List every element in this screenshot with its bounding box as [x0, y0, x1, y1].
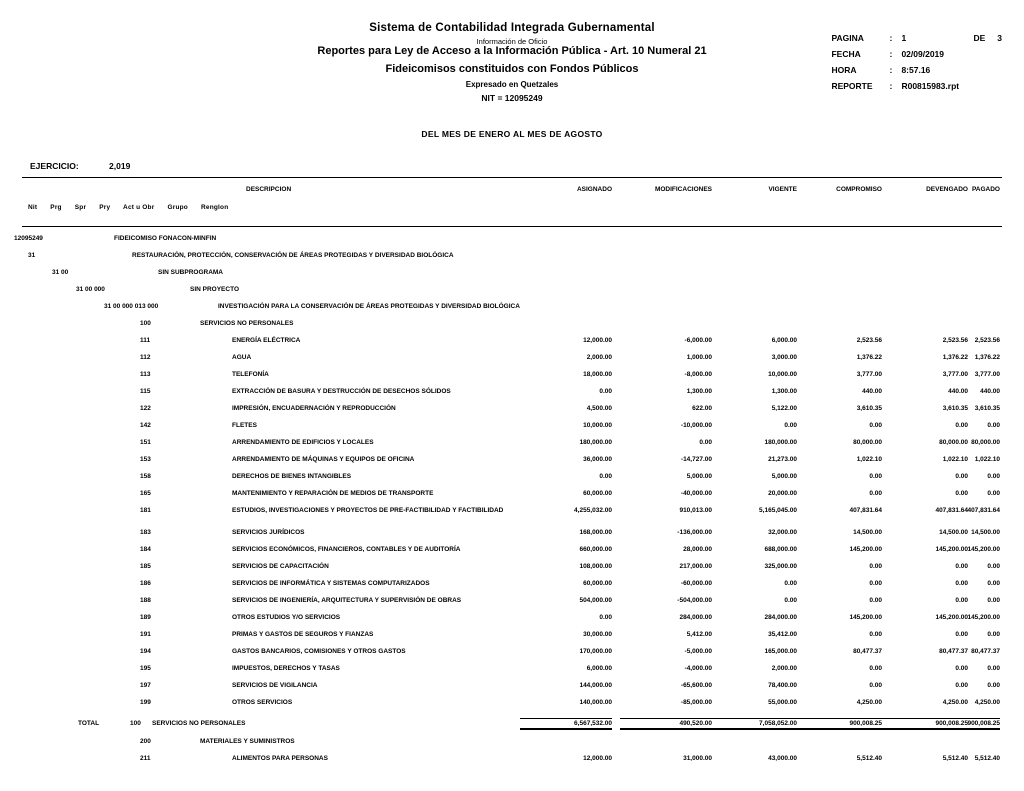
- row-amount: 32,000.00: [768, 529, 797, 536]
- fecha-label: FECHA: [831, 49, 861, 59]
- row-amount: 0.00: [869, 490, 882, 497]
- total-description: SERVICIOS NO PERSONALES: [152, 720, 246, 727]
- col-pagado: PAGADO: [971, 186, 1000, 193]
- row-code: 12095249: [14, 235, 43, 242]
- row-amount: 2,523.56: [856, 337, 882, 344]
- row-amount: 20,000.00: [768, 490, 797, 497]
- row-amount: 0.00: [987, 580, 1000, 587]
- row-amount: -4,000.00: [684, 665, 712, 672]
- row-description: ESTUDIOS, INVESTIGACIONES Y PROYECTOS DE PRE-FACTIBILIDAD Y FACTIBILIDAD: [232, 507, 504, 514]
- col-nit: Nit: [28, 204, 38, 211]
- row-description: GASTOS BANCARIOS, COMISIONES Y OTROS GASTOS: [232, 648, 406, 655]
- row-amount: 0.00: [784, 597, 797, 604]
- row-description: EXTRACCIÓN DE BASURA Y DESTRUCCIÓN DE DESECHOS SÓLIDOS: [232, 388, 451, 395]
- row-amount: 0.00: [955, 682, 968, 689]
- row-code: 100: [140, 320, 151, 327]
- table-column-header: [0, 178, 1024, 220]
- row-amount: 1,300.00: [686, 388, 712, 395]
- row-amount: 0.00: [869, 563, 882, 570]
- row-description: SERVICIOS DE CAPACITACIÓN: [232, 563, 329, 570]
- row-amount: 145,200.00: [935, 614, 968, 621]
- row-code: 199: [140, 699, 151, 706]
- row-code: 183: [140, 529, 151, 536]
- col-vigente: VIGENTE: [768, 186, 797, 193]
- col-modificaciones: MODIFICACIONES: [654, 186, 712, 193]
- table-row: [0, 488, 1024, 505]
- table-row: [0, 250, 1024, 267]
- row-code: 151: [140, 439, 151, 446]
- col-code-labels: [28, 204, 239, 211]
- row-description: FIDEICOMISO FONACON-MINFIN: [114, 235, 217, 242]
- row-code: 115: [140, 388, 151, 395]
- row-code: 195: [140, 665, 151, 672]
- row-amount: 12,000.00: [583, 755, 612, 762]
- row-amount: 0.00: [955, 597, 968, 604]
- row-amount: 80,477.37: [971, 648, 1000, 655]
- col-devengado: DEVENGADO: [926, 186, 968, 193]
- table-row: [0, 267, 1024, 284]
- row-code: 31 00: [52, 269, 69, 276]
- row-amount: 14,500.00: [971, 529, 1000, 536]
- row-description: IMPUESTOS, DERECHOS Y TASAS: [232, 665, 340, 672]
- row-amount: 5,165,045.00: [759, 507, 797, 514]
- row-description: DERECHOS DE BIENES INTANGIBLES: [232, 473, 352, 480]
- table-row: [0, 471, 1024, 488]
- ejercicio-value: 2,019: [109, 161, 131, 171]
- row-amount: 0.00: [987, 682, 1000, 689]
- ejercicio-block: [30, 161, 1024, 171]
- row-amount: 660,000.00: [579, 546, 612, 553]
- row-description: SERVICIOS DE VIGILANCIA: [232, 682, 318, 689]
- row-amount: 43,000.00: [768, 755, 797, 762]
- row-amount: 1,376.22: [856, 354, 882, 361]
- row-amount: 284,000.00: [764, 614, 797, 621]
- row-amount: 28,000.00: [683, 546, 712, 553]
- table-row: [0, 505, 1024, 527]
- col-renglon: Renglon: [201, 204, 229, 211]
- row-amount: 80,000.00: [939, 439, 968, 446]
- row-amount: 0.00: [987, 490, 1000, 497]
- report-period: DEL MES DE ENERO AL MES DE AGOSTO: [421, 129, 603, 139]
- row-description: PRIMAS Y GASTOS DE SEGUROS Y FIANZAS: [232, 631, 374, 638]
- row-amount: 504,000.00: [579, 597, 612, 604]
- row-amount: 4,250.00: [942, 699, 968, 706]
- row-amount: 5,122.00: [771, 405, 797, 412]
- row-amount: 0.00: [987, 473, 1000, 480]
- row-amount: 325,000.00: [764, 563, 797, 570]
- pagina-value: 1: [901, 33, 907, 43]
- row-amount: 145,200.00: [849, 546, 882, 553]
- hora-label: HORA: [831, 65, 857, 75]
- table-row: [0, 561, 1024, 578]
- row-amount: 407,831.64: [935, 507, 968, 514]
- table-row: [0, 629, 1024, 646]
- row-amount: 1,376.22: [974, 354, 1000, 361]
- row-amount: -6,000.00: [684, 337, 712, 344]
- table-row: [0, 301, 1024, 318]
- row-amount: 108,000.00: [579, 563, 612, 570]
- row-amount: -504,000.00: [677, 597, 712, 604]
- row-code: 31: [28, 252, 36, 259]
- row-amount: 1,300.00: [771, 388, 797, 395]
- row-amount: 3,777.00: [974, 371, 1000, 378]
- row-code: 142: [140, 422, 151, 429]
- table-row: [0, 352, 1024, 369]
- report-meta: [831, 30, 1002, 94]
- table-row: [0, 386, 1024, 403]
- row-amount: 1,000.00: [686, 354, 712, 361]
- total-amount: 900,008.25: [876, 718, 968, 730]
- total-amount: 6,567,532.00: [520, 718, 612, 730]
- table-row: [0, 318, 1024, 335]
- meta-row-pagina: [831, 30, 1002, 46]
- table-total-row: [0, 714, 1024, 736]
- row-amount: 0.00: [987, 665, 1000, 672]
- col-spr: Spr: [74, 204, 87, 211]
- row-amount: 145,200.00: [849, 614, 882, 621]
- row-description: SIN PROYECTO: [190, 286, 240, 293]
- row-amount: 10,000.00: [583, 422, 612, 429]
- table-row: [0, 578, 1024, 595]
- row-description: OTROS ESTUDIOS Y/O SERVICIOS: [232, 614, 341, 621]
- row-amount: 0.00: [955, 490, 968, 497]
- row-amount: 2,000.00: [586, 354, 612, 361]
- row-code: 188: [140, 597, 151, 604]
- row-amount: 440.00: [948, 388, 968, 395]
- row-code: 31 00 000 013 000: [104, 303, 159, 310]
- row-description: ARRENDAMIENTO DE EDIFICIOS Y LOCALES: [232, 439, 374, 446]
- row-description: SIN SUBPROGRAMA: [158, 269, 224, 276]
- row-description: MANTENIMIENTO Y REPARACIÓN DE MEDIOS DE TRANSPORTE: [232, 490, 434, 497]
- row-amount: 2,523.56: [974, 337, 1000, 344]
- row-amount: 3,610.35: [974, 405, 1000, 412]
- row-amount: 1,022.10: [856, 456, 882, 463]
- meta-row-fecha: [831, 46, 1002, 62]
- table-row: [0, 527, 1024, 544]
- row-amount: 0.00: [955, 665, 968, 672]
- row-description: ENERGÍA ELÉCTRICA: [232, 337, 301, 344]
- table-row: [0, 736, 1024, 753]
- row-amount: -85,000.00: [680, 699, 712, 706]
- row-code: 211: [140, 755, 151, 762]
- row-amount: 284,000.00: [679, 614, 712, 621]
- row-description: OTROS SERVICIOS: [232, 699, 293, 706]
- table-row: [0, 646, 1024, 663]
- table-row: [0, 369, 1024, 386]
- table-row: [0, 753, 1024, 770]
- meta-row-reporte: [831, 78, 1002, 94]
- row-amount: 5,412.00: [686, 631, 712, 638]
- row-amount: 60,000.00: [583, 580, 612, 587]
- row-code: 197: [140, 682, 151, 689]
- col-pry: Pry: [99, 204, 111, 211]
- row-amount: 910,013.00: [679, 507, 712, 514]
- row-amount: 0.00: [699, 439, 712, 446]
- row-amount: 217,000.00: [679, 563, 712, 570]
- row-code: 185: [140, 563, 151, 570]
- row-description: SERVICIOS DE INFORMÁTICA Y SISTEMAS COMPUTARIZADOS: [232, 580, 430, 587]
- row-amount: 4,250.00: [856, 699, 882, 706]
- row-amount: 0.00: [869, 631, 882, 638]
- nit-value: NIT = 12095249: [481, 93, 543, 103]
- row-amount: -10,000.00: [680, 422, 712, 429]
- table-row: [0, 544, 1024, 561]
- row-description: SERVICIOS NO PERSONALES: [200, 320, 294, 327]
- total-amount: 900,008.25: [790, 718, 882, 730]
- row-amount: 145,200.00: [967, 546, 1000, 553]
- row-amount: 0.00: [987, 422, 1000, 429]
- row-amount: 10,000.00: [768, 371, 797, 378]
- row-amount: 5,512.40: [856, 755, 882, 762]
- row-code: 113: [140, 371, 151, 378]
- row-amount: 180,000.00: [579, 439, 612, 446]
- row-amount: 0.00: [599, 614, 612, 621]
- row-amount: 0.00: [599, 388, 612, 395]
- total-amount: 490,520.00: [620, 718, 712, 730]
- row-amount: 407,831.64: [967, 507, 1000, 514]
- header-subtitle-oficio: Información de Oficio: [476, 37, 548, 46]
- row-amount: 2,523.56: [942, 337, 968, 344]
- fecha-value: 02/09/2019: [901, 49, 944, 59]
- table-row: [0, 697, 1024, 714]
- row-amount: 4,500.00: [586, 405, 612, 412]
- row-amount: 0.00: [955, 631, 968, 638]
- report-name-title: Fideicomisos constituidos con Fondos Públicos: [385, 63, 639, 75]
- row-amount: 80,000.00: [853, 439, 882, 446]
- col-prg: Prg: [50, 204, 62, 211]
- header-rule-bottom: [22, 226, 1002, 227]
- row-description: SERVICIOS JURÍDICOS: [232, 529, 305, 536]
- table-row: [0, 612, 1024, 629]
- row-amount: -65,600.00: [680, 682, 712, 689]
- row-amount: 1,022.10: [942, 456, 968, 463]
- table-row: [0, 663, 1024, 680]
- row-code: 165: [140, 490, 151, 497]
- pagina-de-label: DE: [973, 33, 986, 43]
- table-row: [0, 284, 1024, 301]
- row-amount: 440.00: [980, 388, 1000, 395]
- system-title: Sistema de Contabilidad Integrada Gubernamental: [369, 22, 655, 34]
- row-code: 191: [140, 631, 151, 638]
- table-row: [0, 454, 1024, 471]
- row-amount: 0.00: [987, 563, 1000, 570]
- row-amount: 0.00: [784, 580, 797, 587]
- row-amount: 80,477.37: [939, 648, 968, 655]
- fecha-colon: :: [889, 49, 893, 59]
- row-amount: 0.00: [869, 422, 882, 429]
- row-amount: 440.00: [862, 388, 882, 395]
- row-amount: 0.00: [869, 682, 882, 689]
- row-description: SERVICIOS ECONÓMICOS, FINANCIEROS, CONTABLES Y DE AUDITORÍA: [232, 546, 461, 553]
- row-description: IMPRESIÓN, ENCUADERNACIÓN Y REPRODUCCIÓN: [232, 405, 396, 412]
- row-amount: 14,500.00: [939, 529, 968, 536]
- col-grupo: Grupo: [167, 204, 188, 211]
- row-amount: 4,250.00: [974, 699, 1000, 706]
- row-amount: 165,000.00: [764, 648, 797, 655]
- total-amount: 900,008.25: [908, 718, 1000, 730]
- reporte-colon: :: [889, 81, 893, 91]
- row-description: TELEFONÍA: [232, 371, 269, 378]
- row-code: 189: [140, 614, 151, 621]
- row-amount: 0.00: [599, 473, 612, 480]
- row-amount: 3,610.35: [856, 405, 882, 412]
- row-amount: 6,000.00: [771, 337, 797, 344]
- row-code: 181: [140, 507, 151, 514]
- row-amount: 0.00: [987, 631, 1000, 638]
- hora-colon: :: [889, 65, 893, 75]
- row-amount: 0.00: [784, 422, 797, 429]
- row-amount: 3,610.35: [942, 405, 968, 412]
- row-amount: 0.00: [955, 563, 968, 570]
- row-amount: 3,777.00: [942, 371, 968, 378]
- row-amount: 0.00: [955, 473, 968, 480]
- row-description: ARRENDAMIENTO DE MÁQUINAS Y EQUIPOS DE OFICINA: [232, 456, 415, 463]
- row-amount: 145,200.00: [935, 546, 968, 553]
- row-code: 194: [140, 648, 151, 655]
- row-amount: -60,000.00: [680, 580, 712, 587]
- meta-row-hora: [831, 62, 1002, 78]
- row-amount: 35,412.00: [768, 631, 797, 638]
- currency-note: Expresado en Quetzales: [465, 80, 559, 89]
- row-amount: -14,727.00: [680, 456, 712, 463]
- table-row: [0, 403, 1024, 420]
- row-amount: 5,512.40: [942, 755, 968, 762]
- report-header: [0, 0, 1024, 139]
- row-code: 153: [140, 456, 151, 463]
- row-amount: 14,500.00: [853, 529, 882, 536]
- row-amount: 5,512.40: [974, 755, 1000, 762]
- row-code: 200: [140, 738, 151, 745]
- row-amount: 622.00: [692, 405, 712, 412]
- pagina-total: 3: [997, 33, 1002, 43]
- row-amount: 55,000.00: [768, 699, 797, 706]
- row-amount: 0.00: [955, 422, 968, 429]
- row-amount: 21,273.00: [768, 456, 797, 463]
- row-amount: 2,000.00: [771, 665, 797, 672]
- pagina-label: PAGINA: [831, 33, 864, 43]
- col-actuobr: Act u Obr: [123, 204, 155, 211]
- row-description: INVESTIGACIÓN PARA LA CONSERVACIÓN DE ÁREAS PROTEGIDAS Y DIVERSIDAD BIOLÓGICA: [218, 303, 520, 310]
- table-row: [0, 335, 1024, 352]
- row-amount: 31,000.00: [683, 755, 712, 762]
- row-amount: 80,477.37: [853, 648, 882, 655]
- row-amount: 3,000.00: [771, 354, 797, 361]
- row-code: 184: [140, 546, 151, 553]
- row-amount: 170,000.00: [579, 648, 612, 655]
- row-amount: 407,831.64: [849, 507, 882, 514]
- reporte-label: REPORTE: [831, 81, 873, 91]
- row-amount: 36,000.00: [583, 456, 612, 463]
- table-row: [0, 680, 1024, 697]
- row-amount: 0.00: [869, 580, 882, 587]
- row-amount: 78,400.00: [768, 682, 797, 689]
- row-amount: 145,200.00: [967, 614, 1000, 621]
- row-amount: -8,000.00: [684, 371, 712, 378]
- row-amount: 0.00: [869, 665, 882, 672]
- row-amount: 80,000.00: [971, 439, 1000, 446]
- table-row: [0, 437, 1024, 454]
- col-asignado: ASIGNADO: [576, 186, 612, 193]
- row-description: AGUA: [232, 354, 252, 361]
- col-descripcion: DESCRIPCION: [246, 186, 292, 193]
- table-row: [0, 233, 1024, 250]
- row-amount: 3,777.00: [856, 371, 882, 378]
- row-amount: 6,000.00: [586, 665, 612, 672]
- col-compromiso: COMPROMISO: [836, 186, 882, 193]
- row-amount: 140,000.00: [579, 699, 612, 706]
- row-amount: -136,000.00: [677, 529, 712, 536]
- report-table-body: [0, 233, 1024, 770]
- row-amount: -5,000.00: [684, 648, 712, 655]
- row-amount: 5,000.00: [771, 473, 797, 480]
- row-description: ALIMENTOS PARA PERSONAS: [232, 755, 328, 762]
- row-amount: 0.00: [987, 597, 1000, 604]
- row-amount: 18,000.00: [583, 371, 612, 378]
- row-description: RESTAURACIÓN, PROTECCIÓN, CONSERVACIÓN DE ÁREAS PROTEGIDAS Y DIVERSIDAD BIOLÓGICA: [132, 252, 454, 259]
- reporte-value: R00815983.rpt: [901, 81, 960, 91]
- row-code: 186: [140, 580, 151, 587]
- row-amount: 60,000.00: [583, 490, 612, 497]
- row-amount: 30,000.00: [583, 631, 612, 638]
- row-amount: 180,000.00: [764, 439, 797, 446]
- report-law-title: Reportes para Ley de Acceso a la Información Pública - Art. 10 Numeral 21: [317, 45, 707, 57]
- row-amount: 5,000.00: [686, 473, 712, 480]
- table-row: [0, 420, 1024, 437]
- row-description: FLETES: [232, 422, 257, 429]
- total-label: TOTAL: [78, 720, 100, 727]
- row-code: 112: [140, 354, 151, 361]
- row-code: 122: [140, 405, 151, 412]
- row-description: MATERIALES Y SUMINISTROS: [200, 738, 295, 745]
- row-amount: 0.00: [869, 597, 882, 604]
- row-description: SERVICIOS DE INGENIERÍA, ARQUITECTURA Y SUPERVISIÓN DE OBRAS: [232, 597, 462, 604]
- row-amount: 4,255,032.00: [574, 507, 612, 514]
- row-amount: -40,000.00: [680, 490, 712, 497]
- row-amount: 12,000.00: [583, 337, 612, 344]
- total-code: 100: [130, 720, 141, 727]
- row-code: 158: [140, 473, 151, 480]
- pagina-colon: :: [889, 33, 893, 43]
- total-amount: 7,058,052.00: [705, 718, 797, 730]
- row-code: 111: [140, 337, 151, 344]
- row-amount: 144,000.00: [579, 682, 612, 689]
- ejercicio-label: EJERCICIO:: [30, 161, 79, 171]
- table-row: [0, 595, 1024, 612]
- row-amount: 688,000.00: [764, 546, 797, 553]
- hora-value: 8:57.16: [901, 65, 931, 75]
- row-amount: 0.00: [955, 580, 968, 587]
- row-amount: 0.00: [869, 473, 882, 480]
- row-code: 31 00 000: [76, 286, 105, 293]
- row-amount: 1,376.22: [942, 354, 968, 361]
- row-amount: 1,022.10: [974, 456, 1000, 463]
- row-amount: 168,000.00: [579, 529, 612, 536]
